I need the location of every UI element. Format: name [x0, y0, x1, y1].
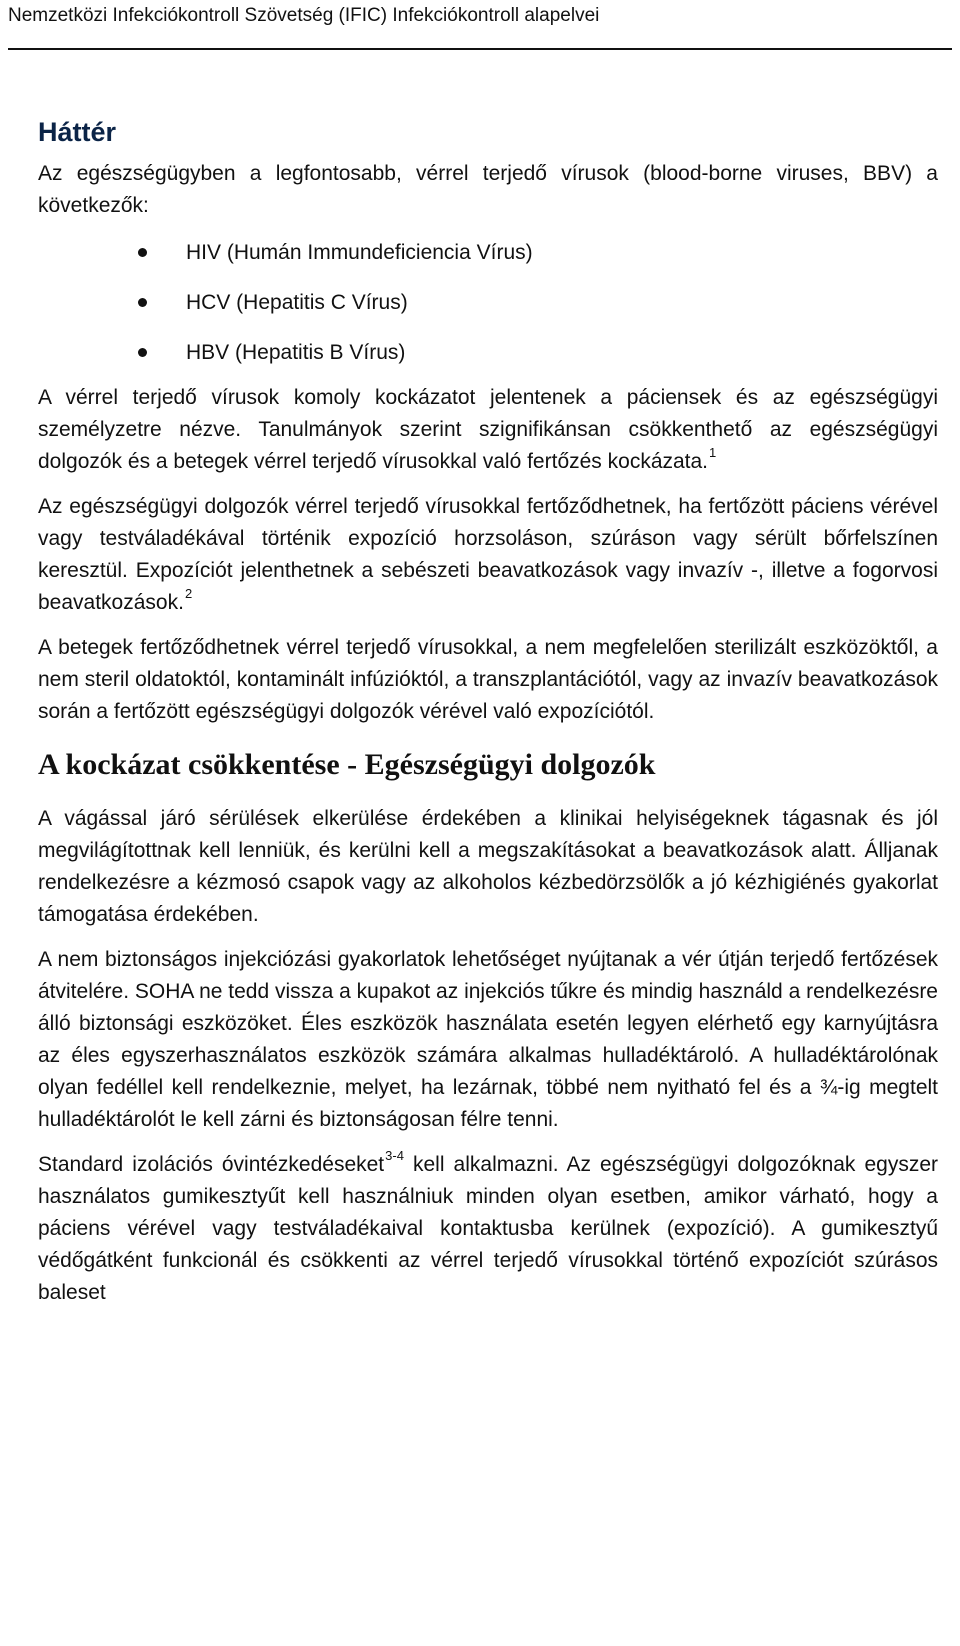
virus-list — [38, 228, 938, 378]
exposure-paragraph — [38, 491, 938, 619]
section-heading-risk-reduction: A kockázat csökkentése - Egészségügyi dolgozók — [38, 748, 656, 781]
sharp-injury-paragraph: A vágással járó sérülések elkerülése érdekében a klinikai helyiségeknek tágasnak és jól megvilágítottnak kell lenniük, és kerülni kell a megszakításokat a beavatkozások alatt. Álljanak rendelkezésre a kézmosó csapok vagy az alkoholos kézbedörzsölők a jó kézhigiénés gyakorlat támogatása érdekében. — [38, 807, 938, 926]
footnote-ref: 3-4 — [385, 1148, 404, 1163]
paragraph-text: Az egészségügyi dolgozók vérrel terjedő vírusokkal fertőződhetnek, ha fertőzött páciens vérével vagy testváladékával történik expozíció horzsoláson, szúráson vagy sérült bőrfelszínen keresztül. Expozíciót jelenthetnek a sebészeti beavatkozások vagy invazív -, illetve a fogorvosi beavatkozások. — [38, 495, 938, 614]
paragraph-text: A vérrel terjedő vírusok komoly kockázatot jelentenek a páciensek és az egészségügyi személyzetre nézve. Tanulmányok szerint szignifikánsan csökkenthető az egészségügyi dolgozók és a betegek vérrel terjedő vírusokkal való fertőzés kockázata. — [38, 386, 938, 473]
bullet-icon — [138, 348, 147, 357]
paragraph-text: kell alkalmazni. Az egészségügyi dolgozóknak egyszer használatos gumikesztyűt kell használniuk minden olyan esetben, amikor várható, hogy a páciens vérével vagy testváladékaival kontaktusba kerülnek (expozíció). A gumikesztyű védőgátként funkcionál és csökkenti az vérrel terjedő vírusokkal történő expozíciót szúrásos baleset — [38, 1153, 939, 1304]
list-item-text: HBV (Hepatitis B Vírus) — [186, 341, 406, 364]
footnote-ref: 1 — [709, 445, 717, 460]
header-divider — [8, 48, 952, 50]
list-item-text: HCV (Hepatitis C Vírus) — [186, 291, 408, 314]
risk-paragraph — [38, 382, 938, 478]
list-item-text: HIV (Humán Immundeficiencia Vírus) — [186, 241, 533, 264]
injection-safety-paragraph: A nem biztonságos injekciózási gyakorlatok lehetőséget nyújtanak a vér útján terjedő fertőzések átvitelére. SOHA ne tedd vissza a kupakot az injekciós tűkre és mindig használd a rendelkezésre álló biztonsági eszközöket. Éles eszközök használata esetén legyen elérhető egy karnyújtásra az éles egyszerhasználatos eszközök számára alkalmas hulladéktároló. A hulladéktárolónak olyan fedéllel kell rendelkeznie, melyet, ha lezárnak, többé nem nyitható fel és a ¾-ig megtelt hulladéktárolót le kell zárni és biztonságosan félre tenni. — [38, 948, 938, 1131]
bullet-icon — [138, 298, 147, 307]
document-body — [38, 116, 938, 1322]
section-heading-background: Háttér — [38, 117, 117, 147]
patient-infection-paragraph: A betegek fertőződhetnek vérrel terjedő vírusokkal, a nem megfelelően sterilizált eszközöktől, a nem steril oldatoktól, kontaminált infúzióktól, a transzplantációtól, vagy az invazív beavatkozások során a fertőzött egészségügyi dolgozók vérével való expozíciótól. — [38, 636, 938, 723]
list-item — [38, 228, 938, 278]
list-item — [38, 328, 938, 378]
paragraph-text: Standard izolációs óvintézkedéseket — [38, 1153, 385, 1176]
intro-paragraph: Az egészségügyben a legfontosabb, vérrel terjedő vírusok (blood-borne viruses, BBV) a következők: — [38, 162, 938, 217]
list-item — [38, 278, 938, 328]
bullet-icon — [138, 248, 147, 257]
footnote-ref: 2 — [184, 586, 193, 601]
running-header: Nemzetközi Infekciókontroll Szövetség (IFIC) Infekciókontroll alapelvei — [8, 5, 600, 26]
standard-precautions-paragraph — [38, 1149, 938, 1309]
